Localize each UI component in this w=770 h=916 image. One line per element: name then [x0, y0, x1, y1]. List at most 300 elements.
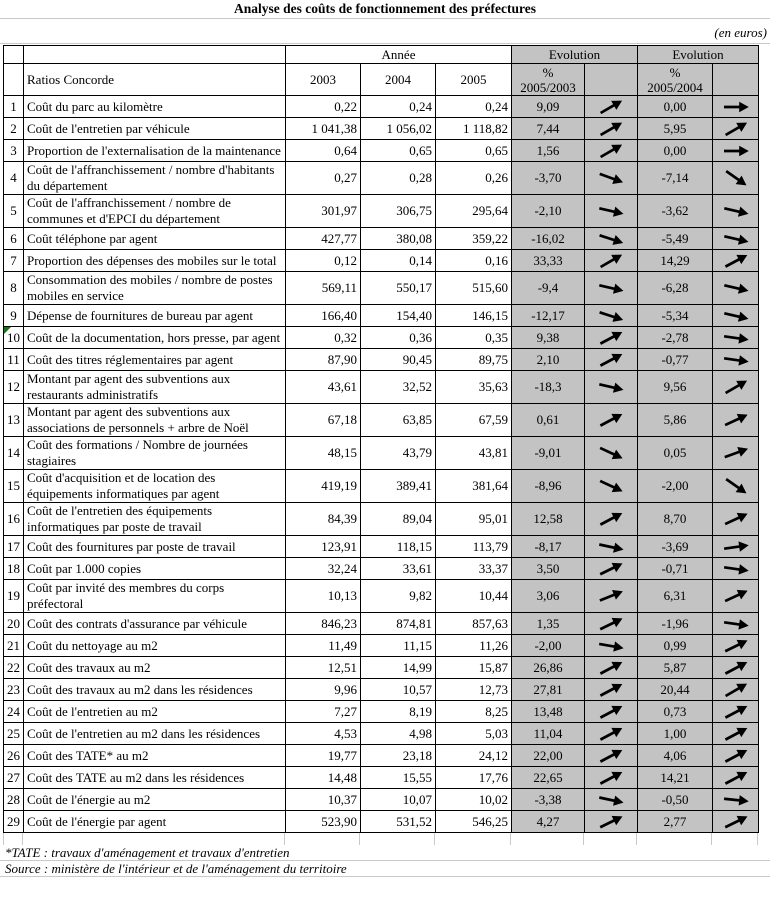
trend-2005-2004-cell — [713, 470, 759, 503]
row-number: 17 — [4, 536, 24, 558]
trend-2005-2004-cell — [713, 349, 759, 371]
trend-2005-2004-cell — [713, 118, 759, 140]
blank-corner-cell — [4, 46, 24, 64]
table-row — [4, 558, 759, 580]
row-label: Coût des TATE* au m2 — [24, 745, 286, 767]
trend-2005-2004-cell — [713, 228, 759, 250]
row-number: 26 — [4, 745, 24, 767]
trend-2005-2004-cell — [713, 635, 759, 657]
trend-2005-2004-cell — [713, 371, 759, 404]
trend-arrow-icon — [595, 680, 627, 700]
trend-arrow-icon — [595, 119, 627, 139]
column-header-pct-2005-2003 — [512, 64, 585, 96]
row-number: 16 — [4, 503, 24, 536]
value-2004: 531,52 — [361, 811, 436, 833]
row-number: 23 — [4, 679, 24, 701]
trend-arrow-icon — [595, 509, 627, 529]
row-label: Proportion des dépenses des mobiles sur le total — [24, 250, 286, 272]
trend-2005-2004-cell — [713, 613, 759, 635]
trend-arrow-icon — [721, 328, 751, 348]
trend-arrow-icon — [595, 410, 627, 430]
trend-arrow-icon — [595, 614, 627, 634]
trend-2005-2003-cell — [585, 470, 638, 503]
evolution-2005-2004-value: -3,62 — [638, 195, 713, 228]
trend-2005-2003-cell — [585, 437, 638, 470]
blank-corner-cell — [24, 46, 286, 64]
trend-arrow-icon — [595, 141, 627, 161]
trend-arrow-icon — [595, 559, 627, 579]
row-number: 1 — [4, 96, 24, 118]
value-2003: 301,97 — [286, 195, 361, 228]
table-row — [4, 371, 759, 404]
evolution-2005-2003-value: 7,44 — [512, 118, 585, 140]
evolution-2005-2003-value: -3,38 — [512, 789, 585, 811]
column-header-pct-2005-2004 — [638, 64, 713, 96]
value-2004: 15,55 — [361, 767, 436, 789]
table-row — [4, 635, 759, 657]
value-2003: 569,11 — [286, 272, 361, 305]
trend-2005-2004-cell — [713, 96, 759, 118]
value-2005: 515,60 — [436, 272, 512, 305]
table-row — [4, 613, 759, 635]
trend-2005-2003-cell — [585, 371, 638, 404]
value-2005: 35,63 — [436, 371, 512, 404]
table-row — [4, 437, 759, 470]
value-2003: 0,64 — [286, 140, 361, 162]
trend-2005-2003-cell — [585, 305, 638, 327]
value-2005: 857,63 — [436, 613, 512, 635]
column-group-evolution-2: Evolution — [638, 46, 759, 64]
trend-2005-2004-cell — [713, 437, 759, 470]
trend-2005-2003-cell — [585, 228, 638, 250]
trend-2005-2004-cell — [713, 811, 759, 833]
trend-arrow-icon — [720, 229, 751, 249]
table-row — [4, 470, 759, 503]
value-2004: 23,18 — [361, 745, 436, 767]
evolution-2005-2004-value: 0,99 — [638, 635, 713, 657]
trend-arrow-icon — [719, 746, 751, 766]
value-2003: 32,24 — [286, 558, 361, 580]
value-2003: 10,37 — [286, 789, 361, 811]
trend-arrow-icon — [719, 768, 751, 788]
evolution-2005-2004-value: 1,00 — [638, 723, 713, 745]
footnote-tate: *TATE : travaux d'aménagement et travaux d'entretien — [0, 845, 770, 861]
table-row — [4, 679, 759, 701]
trend-2005-2003-cell — [585, 811, 638, 833]
page-title: Analyse des coûts de fonctionnement des préfectures — [0, 0, 770, 19]
value-2005: 381,64 — [436, 470, 512, 503]
trend-arrow-header-cell — [713, 64, 759, 96]
trend-2005-2003-cell — [585, 140, 638, 162]
row-label: Coût du parc au kilomètre — [24, 96, 286, 118]
row-label: Coût par 1.000 copies — [24, 558, 286, 580]
value-2004: 389,41 — [361, 470, 436, 503]
evolution-2005-2003-value: 9,38 — [512, 327, 585, 349]
table-row — [4, 305, 759, 327]
table-row — [4, 349, 759, 371]
evolution-2005-2004-value: 14,29 — [638, 250, 713, 272]
row-label: Coût de l'affranchissement / nombre d'habitants du département — [24, 162, 286, 195]
evolution-2005-2004-value: -6,28 — [638, 272, 713, 305]
value-2005: 11,26 — [436, 635, 512, 657]
trend-2005-2003-cell — [585, 250, 638, 272]
trend-2005-2003-cell — [585, 558, 638, 580]
trend-arrow-icon — [595, 97, 627, 117]
value-2005: 12,73 — [436, 679, 512, 701]
table-row — [4, 140, 759, 162]
trend-2005-2003-cell — [585, 162, 638, 195]
evolution-2005-2003-value: 13,48 — [512, 701, 585, 723]
trend-2005-2004-cell — [713, 503, 759, 536]
trend-arrow-icon — [595, 768, 627, 788]
evolution-2005-2004-value: -3,69 — [638, 536, 713, 558]
trend-2005-2004-cell — [713, 679, 759, 701]
trend-arrow-icon — [722, 143, 750, 159]
evolution-2005-2004-value: 8,70 — [638, 503, 713, 536]
evolution-2005-2004-value: 0,00 — [638, 140, 713, 162]
evolution-2005-2003-value: 2,10 — [512, 349, 585, 371]
row-number: 5 — [4, 195, 24, 228]
evolution-2005-2003-value: 33,33 — [512, 250, 585, 272]
table-row — [4, 96, 759, 118]
row-label: Coût de la documentation, hors presse, par agent — [24, 327, 286, 349]
evolution-2005-2003-value: -16,02 — [512, 228, 585, 250]
value-2004: 380,08 — [361, 228, 436, 250]
trend-arrow-icon — [595, 658, 627, 678]
table-row — [4, 701, 759, 723]
row-label: Coût de l'énergie par agent — [24, 811, 286, 833]
trend-2005-2004-cell — [713, 250, 759, 272]
ratios-concorde-header: Ratios Concorde — [24, 64, 286, 96]
value-2003: 14,48 — [286, 767, 361, 789]
trend-2005-2004-cell — [713, 723, 759, 745]
trend-2005-2003-cell — [585, 349, 638, 371]
value-2004: 0,36 — [361, 327, 436, 349]
evolution-2005-2004-value: -1,96 — [638, 613, 713, 635]
value-2004: 874,81 — [361, 613, 436, 635]
group-header-row — [4, 46, 759, 64]
value-2003: 846,23 — [286, 613, 361, 635]
table-row — [4, 250, 759, 272]
value-2004: 4,98 — [361, 723, 436, 745]
evolution-2005-2004-value: 2,77 — [638, 811, 713, 833]
trend-arrow-icon — [719, 119, 751, 139]
percent-sign: % — [669, 64, 681, 80]
value-2004: 10,07 — [361, 789, 436, 811]
trend-arrow-icon — [719, 636, 751, 656]
row-label: Dépense de fournitures de bureau par agent — [24, 305, 286, 327]
value-2004: 89,04 — [361, 503, 436, 536]
row-number: 27 — [4, 767, 24, 789]
trend-2005-2004-cell — [713, 536, 759, 558]
evolution-2005-2004-value: 6,31 — [638, 580, 713, 613]
trend-arrow-icon — [595, 328, 627, 348]
trend-2005-2003-cell — [585, 701, 638, 723]
row-label: Coût des travaux au m2 dans les résidences — [24, 679, 286, 701]
row-number: 3 — [4, 140, 24, 162]
table-row — [4, 723, 759, 745]
trend-arrow-icon — [595, 724, 627, 744]
value-2005: 10,44 — [436, 580, 512, 613]
table-row — [4, 767, 759, 789]
value-2003: 0,27 — [286, 162, 361, 195]
trend-arrow-icon — [595, 251, 627, 271]
value-2005: 10,02 — [436, 789, 512, 811]
table-row — [4, 657, 759, 679]
period-label: 2005/2003 — [520, 79, 576, 95]
trend-arrow-icon — [719, 509, 751, 529]
row-label: Coût de l'entretien des équipements informatiques par poste de travail — [24, 503, 286, 536]
row-number: 14 — [4, 437, 24, 470]
trend-2005-2004-cell — [713, 162, 759, 195]
trend-2005-2004-cell — [713, 580, 759, 613]
value-2005: 17,76 — [436, 767, 512, 789]
table-row — [4, 745, 759, 767]
trend-2005-2003-cell — [585, 118, 638, 140]
trend-arrow-icon — [595, 168, 627, 188]
row-label: Coût des travaux au m2 — [24, 657, 286, 679]
evolution-2005-2004-value: 20,44 — [638, 679, 713, 701]
value-2005: 24,12 — [436, 745, 512, 767]
value-2003: 4,53 — [286, 723, 361, 745]
trend-2005-2004-cell — [713, 305, 759, 327]
evolution-2005-2004-value: 4,06 — [638, 745, 713, 767]
value-2003: 1 041,38 — [286, 118, 361, 140]
evolution-2005-2003-value: 12,58 — [512, 503, 585, 536]
trend-arrow-icon — [719, 680, 751, 700]
row-number: 12 — [4, 371, 24, 404]
row-number: 7 — [4, 250, 24, 272]
value-2004: 33,61 — [361, 558, 436, 580]
row-number: 18 — [4, 558, 24, 580]
row-number: 4 — [4, 162, 24, 195]
empty-gridline-strip — [3, 833, 770, 845]
table-row — [4, 228, 759, 250]
value-2005: 0,24 — [436, 96, 512, 118]
evolution-2005-2003-value: 26,86 — [512, 657, 585, 679]
evolution-2005-2004-value: 14,21 — [638, 767, 713, 789]
table-row — [4, 503, 759, 536]
footnote-source: Source : ministère de l'intérieur et de l'aménagement du territoire — [0, 861, 770, 877]
trend-arrow-icon — [595, 746, 627, 766]
value-2003: 12,51 — [286, 657, 361, 679]
row-label: Coût des formations / Nombre de journées stagiaires — [24, 437, 286, 470]
trend-2005-2003-cell — [585, 404, 638, 437]
row-label: Coût de l'énergie au m2 — [24, 789, 286, 811]
row-label: Coût de l'affranchissement / nombre de communes et d'EPCI du département — [24, 195, 286, 228]
trend-2005-2004-cell — [713, 745, 759, 767]
evolution-2005-2003-value: 22,65 — [512, 767, 585, 789]
evolution-2005-2003-value: 27,81 — [512, 679, 585, 701]
value-2004: 90,45 — [361, 349, 436, 371]
trend-arrow-icon — [595, 586, 627, 606]
trend-arrow-icon — [595, 702, 627, 722]
trend-arrow-icon — [722, 99, 750, 115]
trend-2005-2004-cell — [713, 140, 759, 162]
row-number: 8 — [4, 272, 24, 305]
trend-arrow-icon — [595, 229, 627, 249]
value-2003: 0,32 — [286, 327, 361, 349]
evolution-2005-2003-value: 22,00 — [512, 745, 585, 767]
table-row — [4, 195, 759, 228]
row-label: Coût des TATE au m2 dans les résidences — [24, 767, 286, 789]
evolution-2005-2003-value: -12,17 — [512, 305, 585, 327]
row-number: 24 — [4, 701, 24, 723]
trend-arrow-icon — [595, 476, 627, 496]
evolution-2005-2004-value: -0,77 — [638, 349, 713, 371]
value-2005: 5,03 — [436, 723, 512, 745]
row-label: Coût des titres réglementaires par agent — [24, 349, 286, 371]
evolution-2005-2004-value: 0,00 — [638, 96, 713, 118]
row-number: 21 — [4, 635, 24, 657]
value-2005: 67,59 — [436, 404, 512, 437]
evolution-2005-2003-value: 1,56 — [512, 140, 585, 162]
column-group-annee: Année — [286, 46, 512, 64]
trend-arrow-icon — [719, 410, 751, 430]
column-group-evolution-1: Evolution — [512, 46, 638, 64]
trend-arrow-icon — [719, 251, 751, 271]
trend-2005-2004-cell — [713, 767, 759, 789]
value-2004: 10,57 — [361, 679, 436, 701]
value-2003: 43,61 — [286, 371, 361, 404]
trend-arrow-icon — [596, 537, 627, 557]
period-label: 2005/2004 — [647, 79, 703, 95]
trend-2005-2003-cell — [585, 580, 638, 613]
trend-arrow-icon — [719, 168, 751, 188]
row-label: Coût par invité des membres du corps préfectoral — [24, 580, 286, 613]
value-2004: 14,99 — [361, 657, 436, 679]
value-2005: 95,01 — [436, 503, 512, 536]
row-label: Coût d'acquisition et de location des équipements informatiques par agent — [24, 470, 286, 503]
trend-arrow-icon — [719, 476, 751, 496]
trend-arrow-header-cell — [585, 64, 638, 96]
value-2004: 154,40 — [361, 305, 436, 327]
column-header-2003: 2003 — [286, 64, 361, 96]
value-2003: 87,90 — [286, 349, 361, 371]
trend-arrow-icon — [720, 306, 751, 326]
trend-2005-2003-cell — [585, 536, 638, 558]
trend-arrow-icon — [719, 586, 751, 606]
evolution-2005-2004-value: -5,49 — [638, 228, 713, 250]
trend-arrow-icon — [595, 443, 627, 463]
value-2003: 9,96 — [286, 679, 361, 701]
evolution-2005-2003-value: -9,4 — [512, 272, 585, 305]
value-2004: 0,28 — [361, 162, 436, 195]
value-2005: 295,64 — [436, 195, 512, 228]
trend-arrow-icon — [596, 278, 627, 298]
table-row — [4, 327, 759, 349]
unit-note: (en euros) — [0, 19, 770, 44]
trend-2005-2003-cell — [585, 723, 638, 745]
trend-arrow-icon — [720, 201, 751, 221]
row-label: Proportion de l'externalisation de la maintenance — [24, 140, 286, 162]
value-2005: 1 118,82 — [436, 118, 512, 140]
value-2003: 0,12 — [286, 250, 361, 272]
trend-2005-2004-cell — [713, 657, 759, 679]
row-number-header-cell — [4, 64, 24, 96]
evolution-2005-2004-value: -2,00 — [638, 470, 713, 503]
trend-arrow-icon — [719, 702, 751, 722]
value-2003: 523,90 — [286, 811, 361, 833]
table-row — [4, 118, 759, 140]
trend-2005-2004-cell — [713, 789, 759, 811]
trend-2005-2003-cell — [585, 679, 638, 701]
trend-arrow-icon — [720, 278, 751, 298]
row-label: Coût de l'entretien au m2 dans les résidences — [24, 723, 286, 745]
trend-2005-2003-cell — [585, 657, 638, 679]
trend-2005-2003-cell — [585, 195, 638, 228]
row-number: 15 — [4, 470, 24, 503]
row-number: 22 — [4, 657, 24, 679]
table-row — [4, 404, 759, 437]
trend-2005-2003-cell — [585, 327, 638, 349]
column-header-row — [4, 64, 759, 96]
evolution-2005-2003-value: -3,70 — [512, 162, 585, 195]
value-2004: 32,52 — [361, 371, 436, 404]
value-2005: 113,79 — [436, 536, 512, 558]
value-2003: 166,40 — [286, 305, 361, 327]
evolution-2005-2004-value: -0,71 — [638, 558, 713, 580]
trend-2005-2003-cell — [585, 789, 638, 811]
evolution-2005-2003-value: -18,3 — [512, 371, 585, 404]
value-2005: 43,81 — [436, 437, 512, 470]
trend-arrow-icon — [721, 350, 751, 370]
value-2005: 359,22 — [436, 228, 512, 250]
evolution-2005-2003-value: 3,06 — [512, 580, 585, 613]
value-2004: 11,15 — [361, 635, 436, 657]
column-header-2004: 2004 — [361, 64, 436, 96]
row-label: Coût des contrats d'assurance par véhicule — [24, 613, 286, 635]
trend-arrow-icon — [721, 790, 751, 809]
row-number: 11 — [4, 349, 24, 371]
trend-arrow-icon — [595, 350, 627, 370]
evolution-2005-2003-value: -8,17 — [512, 536, 585, 558]
value-2005: 0,65 — [436, 140, 512, 162]
evolution-2005-2004-value: -0,50 — [638, 789, 713, 811]
table-row — [4, 580, 759, 613]
row-number: 9 — [4, 305, 24, 327]
trend-arrow-icon — [719, 724, 751, 744]
value-2003: 11,49 — [286, 635, 361, 657]
evolution-2005-2004-value: 5,87 — [638, 657, 713, 679]
row-label: Montant par agent des subventions aux associations de personnels + arbre de Noël — [24, 404, 286, 437]
percent-sign: % — [542, 64, 554, 80]
evolution-2005-2003-value: 4,27 — [512, 811, 585, 833]
trend-arrow-icon — [596, 790, 627, 810]
evolution-2005-2003-value: -2,00 — [512, 635, 585, 657]
evolution-2005-2004-value: 5,95 — [638, 118, 713, 140]
trend-arrow-icon — [721, 614, 751, 634]
value-2003: 48,15 — [286, 437, 361, 470]
value-2003: 10,13 — [286, 580, 361, 613]
value-2005: 546,25 — [436, 811, 512, 833]
value-2004: 0,65 — [361, 140, 436, 162]
value-2003: 419,19 — [286, 470, 361, 503]
trend-2005-2004-cell — [713, 327, 759, 349]
value-2005: 0,16 — [436, 250, 512, 272]
value-2005: 8,25 — [436, 701, 512, 723]
trend-arrow-icon — [595, 812, 627, 832]
row-label: Coût de l'entretien au m2 — [24, 701, 286, 723]
value-2005: 15,87 — [436, 657, 512, 679]
value-2003: 427,77 — [286, 228, 361, 250]
value-2005: 33,37 — [436, 558, 512, 580]
trend-2005-2003-cell — [585, 272, 638, 305]
trend-2005-2004-cell — [713, 404, 759, 437]
row-number: 29 — [4, 811, 24, 833]
trend-2005-2004-cell — [713, 701, 759, 723]
table-row — [4, 272, 759, 305]
